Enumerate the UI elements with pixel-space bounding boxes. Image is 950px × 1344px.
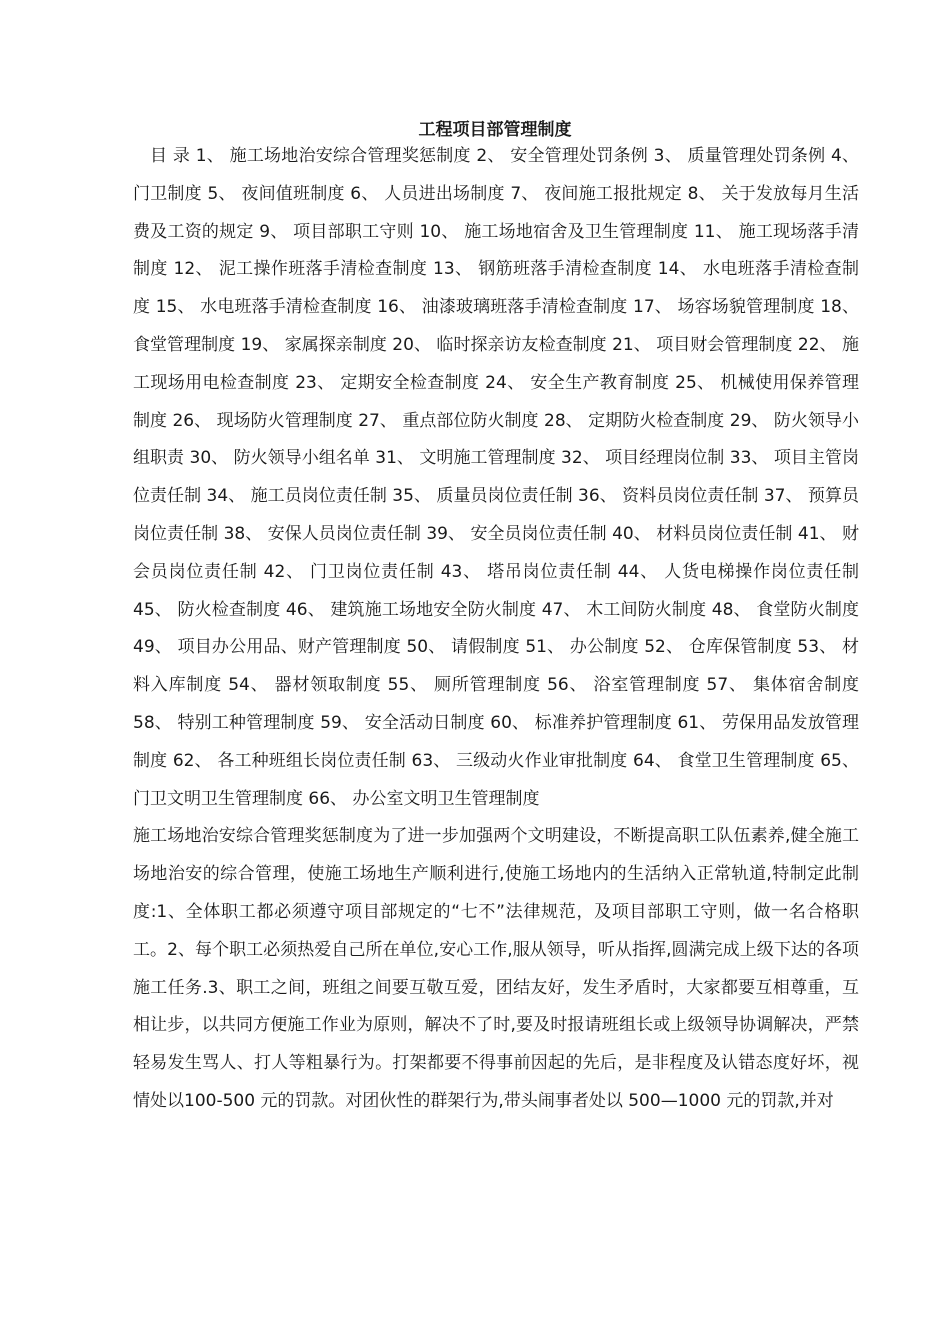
rules-paragraph: 施工场地治安综合管理奖惩制度为了进一步加强两个文明建设，不断提高职工队伍素养,健全施工场地治安的综合管理，使施工场地生产顺利进行,使施工场地内的生活纳入正常轨道,特制定此制度:1、全体职工都必须遵守项目部规定的“七不”法律规范，及项目部职工守则，做一名合格职工。2、每个职工必须热爱自己所在单位,安心工作,服从领导，听从指挥,圆满完成上级下达的各项施工任务.3、职工之间，班组之间要互敬互爱，团结友好，发生矛盾时，大家都要互相尊重，互相让步，以共同方便施工作业为原则，解决不了时,要及时报请班组长或上级领导协调解决，严禁轻易发生骂人、打人等粗暴行为。打架都要不得事前因起的先后，是非程度及认错态度好坏，视情处以100-500 元的罚款。对团伙性的群架行为,带头闹事者处以 500—1000 元的罚款,并对 xyxy=(133,826,859,1111)
table-of-contents: 目 录 1、 施工场地治安综合管理奖惩制度 2、 安全管理处罚条例 3、 质量管理处罚条例 4、 门卫制度 5、 夜间值班制度 6、 人员进出场制度 7、 夜间施工报批规定 8、 关于发放每月生活费及工资的规定 9、 项目部职工守则 10、 施工场地宿舍及卫生管理制度 11、 施工现场落手清制度 12、 泥工操作班落手清检查制度 13、 钢筋班落手清检查制度 14、 水电班落手清检查制度 15、 水电班落手清检查制度 16、 油漆玻璃班落手清检查制度 17、 场容场貌管理制度 18、 食堂管理制度 19、 家属探亲制度 20、 临时探亲访友检查制度 21、 项目财会管理制度 22、 施工现场用电检查制度 23、 定期安全检查制度 24、 安全生产教育制度 25、 机械使用保养管理制度 26、 现场防火管理制度 27、 重点部位防火制度 28、 定期防火检查制度 29、 防火领导小组职责 30、 防火领导小组名单 31、 文明施工管理制度 32、 项目经理岗位制 33、 项目主管岗位责任制 34、 施工员岗位责任制 35、 质量员岗位责任制 36、 资料员岗位责任制 37、 预算员岗位责任制 38、 安保人员岗位责任制 39、 安全员岗位责任制 40、 材料员岗位责任制 41、 财会员岗位责任制 42、 门卫岗位责任制 43、 塔吊岗位责任制 44、 人货电梯操作岗位责任制 45、 防火检查制度 46、 建筑施工场地安全防火制度 47、 木工间防火制度 48、 食堂防火制度 49、 项目办公用品、财产管理制度 50、 请假制度 51、 办公制度 52、 仓库保管制度 53、 材料入库制度 54、 器材领取制度 55、 厕所管理制度 56、 浴室管理制度 57、 集体宿舍制度 58、 特别工种管理制度 59、 安全活动日制度 60、 标准养护管理制度 61、 劳保用品发放管理制度 62、 各工种班组长岗位责任制 63、 三级动火作业审批制度 64、 食堂卫生管理制度 65、 门卫文明卫生管理制度 66、 办公室文明卫生管理制度 xyxy=(133,146,859,809)
document-body xyxy=(133,138,859,1121)
document-title: 工程项目部管理制度 xyxy=(418,120,572,140)
